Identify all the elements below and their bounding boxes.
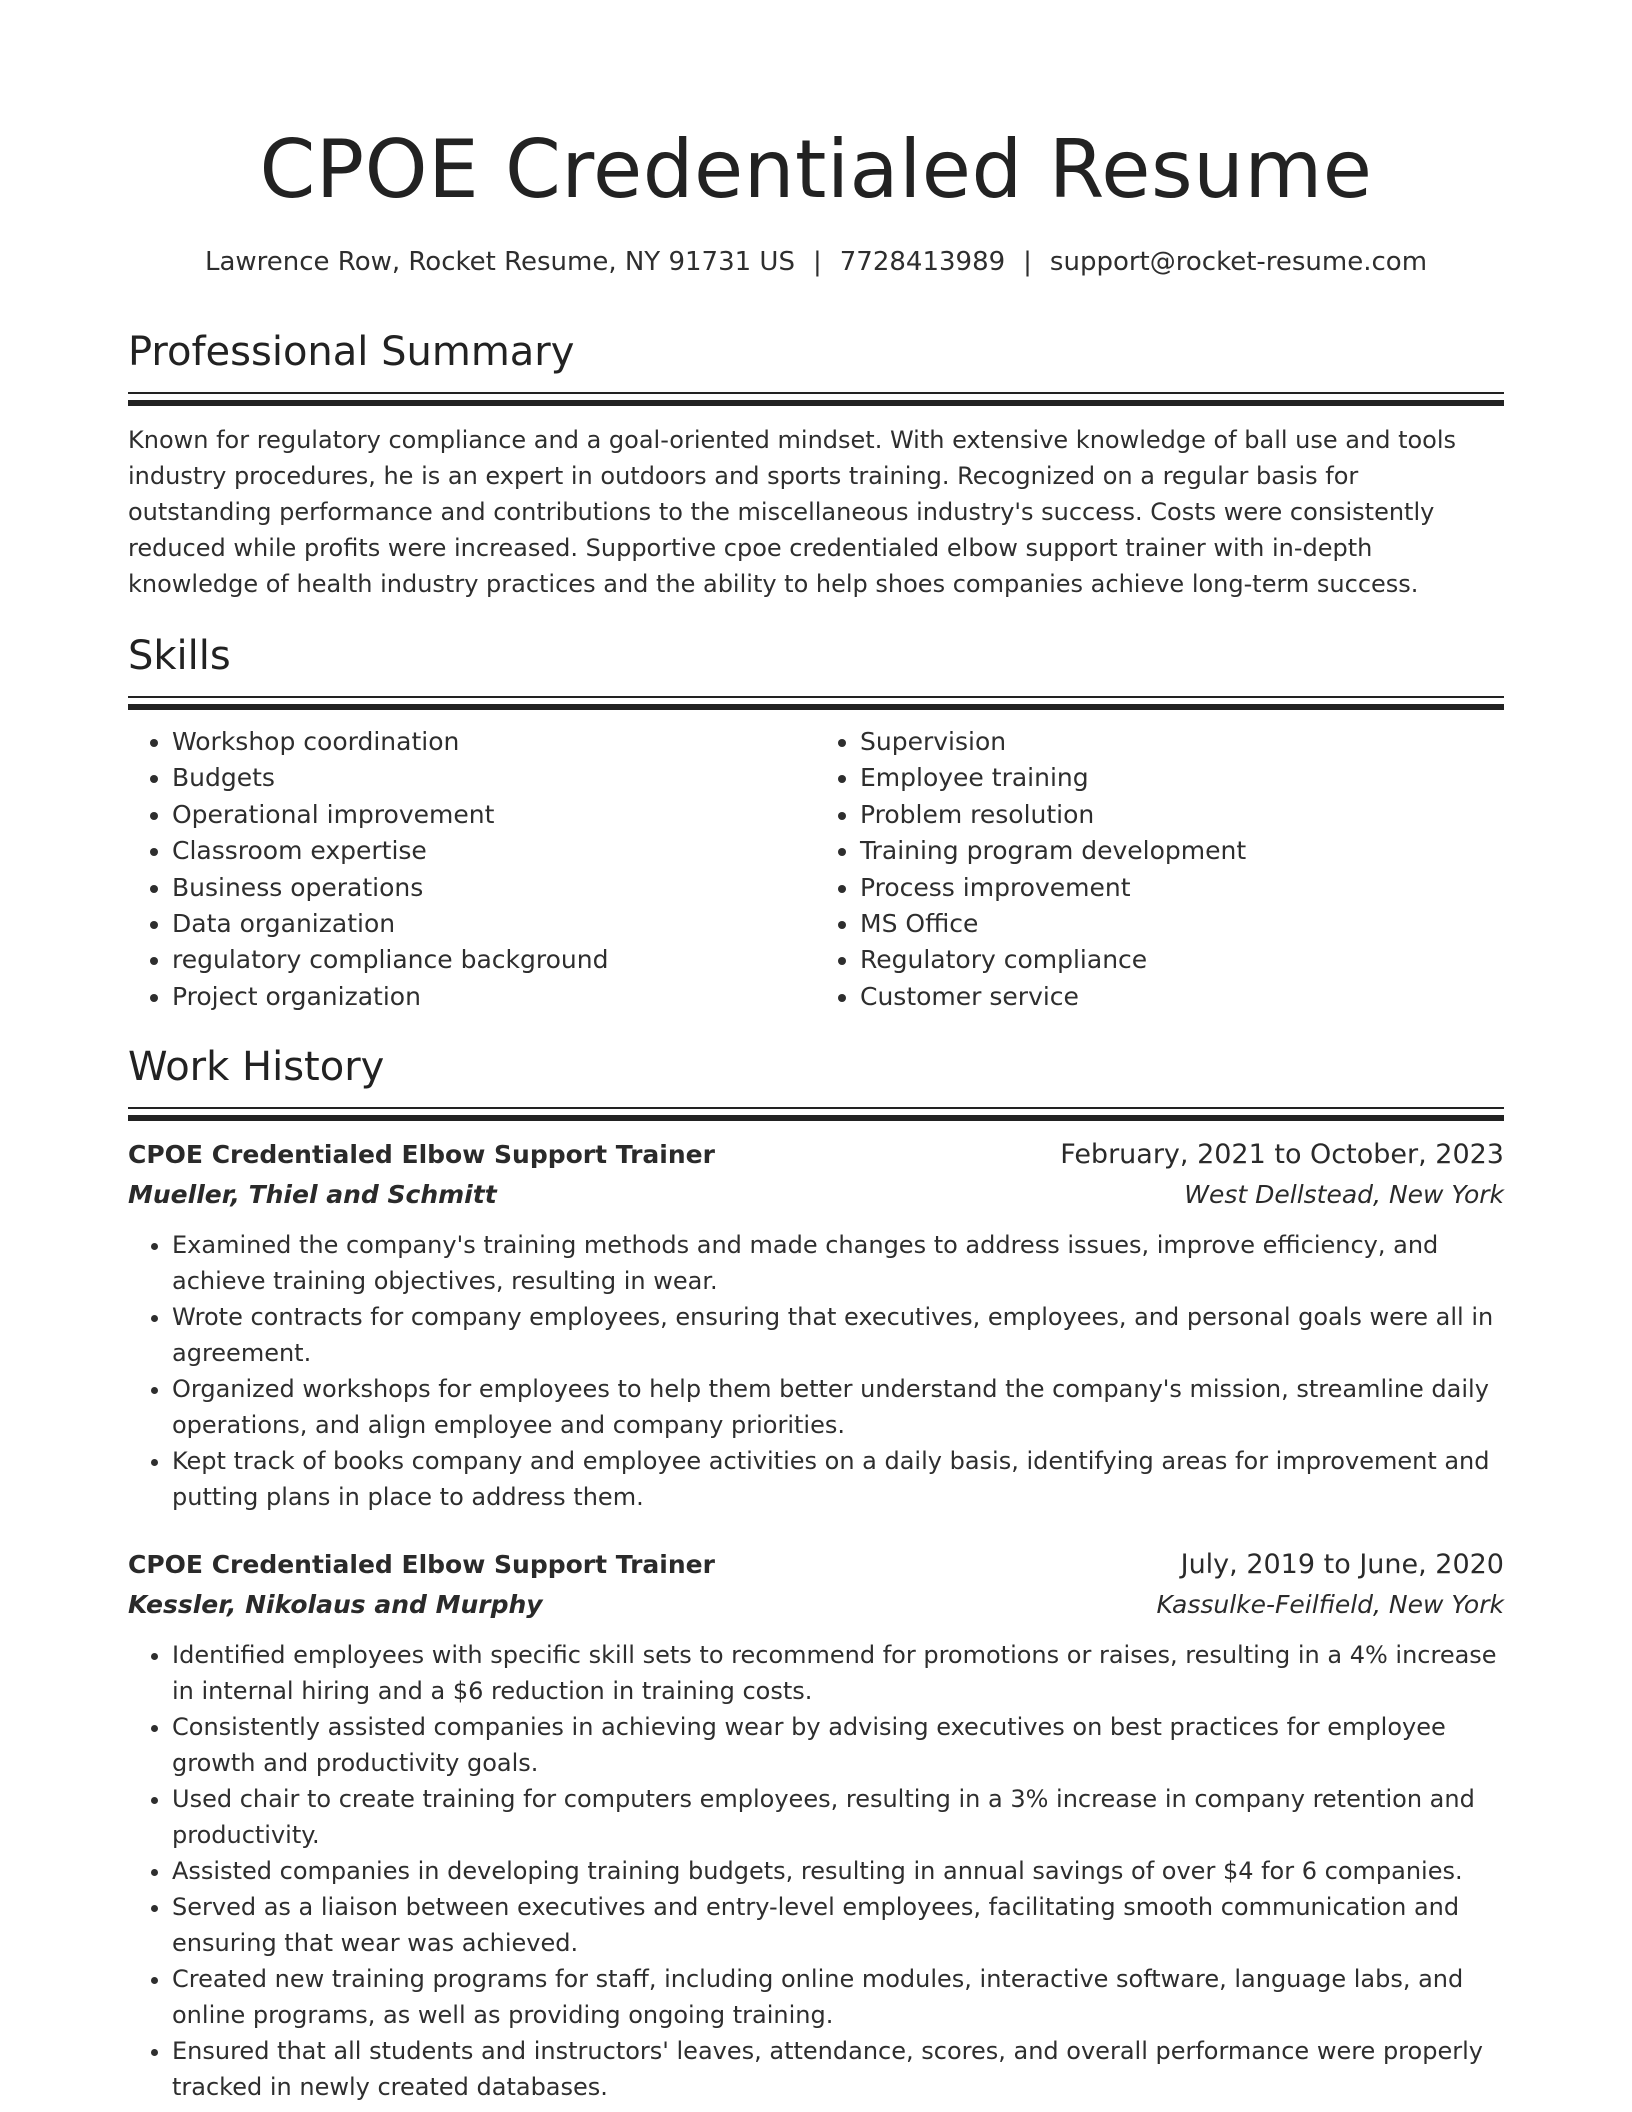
skill-item: • Project organization — [172, 979, 816, 1015]
skill-item: • Process improvement — [860, 870, 1504, 906]
contact-separator: | — [812, 247, 822, 277]
skills-columns — [128, 724, 1504, 1015]
skill-item: • Data organization — [172, 906, 816, 942]
contact-address: Lawrence Row, Rocket Resume, NY 91731 US — [204, 247, 795, 277]
job-company: Mueller, Thiel and Schmitt — [128, 1180, 497, 1210]
skill-item: • Employee training — [860, 760, 1504, 796]
skill-item: • Budgets — [172, 760, 816, 796]
contact-email: support@rocket-resume.com — [1049, 247, 1428, 277]
skills-heading: Skills — [128, 633, 231, 679]
work-section — [128, 1041, 1504, 2105]
job-bullet: • Wrote contracts for company employees, ensuring that executives, employees, and personal goals were all in agreement. — [172, 1299, 1504, 1371]
job-bullet: • Organized workshops for employees to help them better understand the company's mission, streamline daily operations, and align employee and company priorities. — [172, 1371, 1504, 1443]
section-divider — [128, 1107, 1504, 1121]
job-bullet: • Served as a liaison between executives and entry-level employees, facilitating smooth communication and ensuring that wear was achieved. — [172, 1889, 1504, 1961]
section-divider — [128, 696, 1504, 710]
skills-list-left — [128, 724, 816, 1015]
job-bullet: • Ensured that all students and instructors' leaves, attendance, scores, and overall performance were properly tracked in newly created databases. — [172, 2033, 1504, 2105]
skill-item: • Customer service — [860, 979, 1504, 1015]
skill-item: • Operational improvement — [172, 797, 816, 833]
job-dates: February, 2021 to October, 2023 — [1060, 1139, 1504, 1171]
work-heading: Work History — [128, 1044, 385, 1091]
job-company: Kessler, Nikolaus and Murphy — [128, 1590, 543, 1620]
skill-item: • regulatory compliance background — [172, 942, 816, 978]
resume-title: CPOE Credentialed Resume — [259, 123, 1373, 216]
resume-page — [128, 118, 1504, 2105]
skill-item: • Classroom expertise — [172, 833, 816, 869]
summary-section — [128, 326, 1504, 602]
job-bullet: • Identified employees with specific skill sets to recommend for promotions or raises, resulting in a 4% increase in internal hiring and a $6 reduction in training costs. — [172, 1637, 1504, 1709]
job-entry — [128, 1545, 1504, 2105]
skill-item: • Business operations — [172, 870, 816, 906]
job-bullets — [128, 1637, 1504, 2105]
section-divider — [128, 392, 1504, 406]
skill-item: • MS Office — [860, 906, 1504, 942]
job-bullet: • Created new training programs for staff, including online modules, interactive software, language labs, and online programs, as well as providing ongoing training. — [172, 1961, 1504, 2033]
skill-item: • Regulatory compliance — [860, 942, 1504, 978]
summary-text: Known for regulatory compliance and a goal-oriented mindset. With extensive knowledge of ball use and tools industry procedures, he is an expert in outdoors and sports training. Recognized on a regular basis for outstanding performance and contributions to the miscellaneous industry's success. Costs were consistently reduced while profits were increased. Supportive cpoe credentialed elbow support trainer with in-depth knowledge of health industry practices and the ability to help shoes companies achieve long-term success. — [128, 426, 1457, 598]
contact-phone: 7728413989 — [839, 247, 1006, 277]
job-title: CPOE Credentialed Elbow Support Trainer — [128, 1550, 715, 1580]
job-bullets — [128, 1227, 1504, 1515]
job-entry — [128, 1135, 1504, 1515]
contact-line — [128, 244, 1504, 280]
skills-list-right — [816, 724, 1504, 1015]
job-bullet: • Consistently assisted companies in achieving wear by advising executives on best practices for employee growth and productivity goals. — [172, 1709, 1504, 1781]
summary-heading: Professional Summary — [128, 329, 575, 375]
skills-section — [128, 630, 1504, 1015]
contact-separator: | — [1023, 247, 1032, 277]
job-bullet: • Examined the company's training methods and made changes to address issues, improve efficiency, and achieve training objectives, resulting in wear. — [172, 1227, 1504, 1299]
skill-item: • Training program development — [860, 833, 1504, 869]
job-dates: July, 2019 to June, 2020 — [1180, 1549, 1504, 1581]
job-bullet: • Used chair to create training for computers employees, resulting in a 3% increase in company retention and productivity. — [172, 1781, 1504, 1853]
job-bullet: • Kept track of books company and employee activities on a daily basis, identifying areas for improvement and putting plans in place to address them. — [172, 1443, 1504, 1515]
job-location: Kassulke-Feilfield, New York — [1156, 1590, 1504, 1620]
job-title: CPOE Credentialed Elbow Support Trainer — [128, 1140, 715, 1170]
skill-item: • Supervision — [860, 724, 1504, 760]
job-bullet: • Assisted companies in developing training budgets, resulting in annual savings of over $4 for 6 companies. — [172, 1853, 1504, 1889]
job-location: West Dellstead, New York — [1184, 1180, 1504, 1210]
skill-item: • Problem resolution — [860, 797, 1504, 833]
skill-item: • Workshop coordination — [172, 724, 816, 760]
